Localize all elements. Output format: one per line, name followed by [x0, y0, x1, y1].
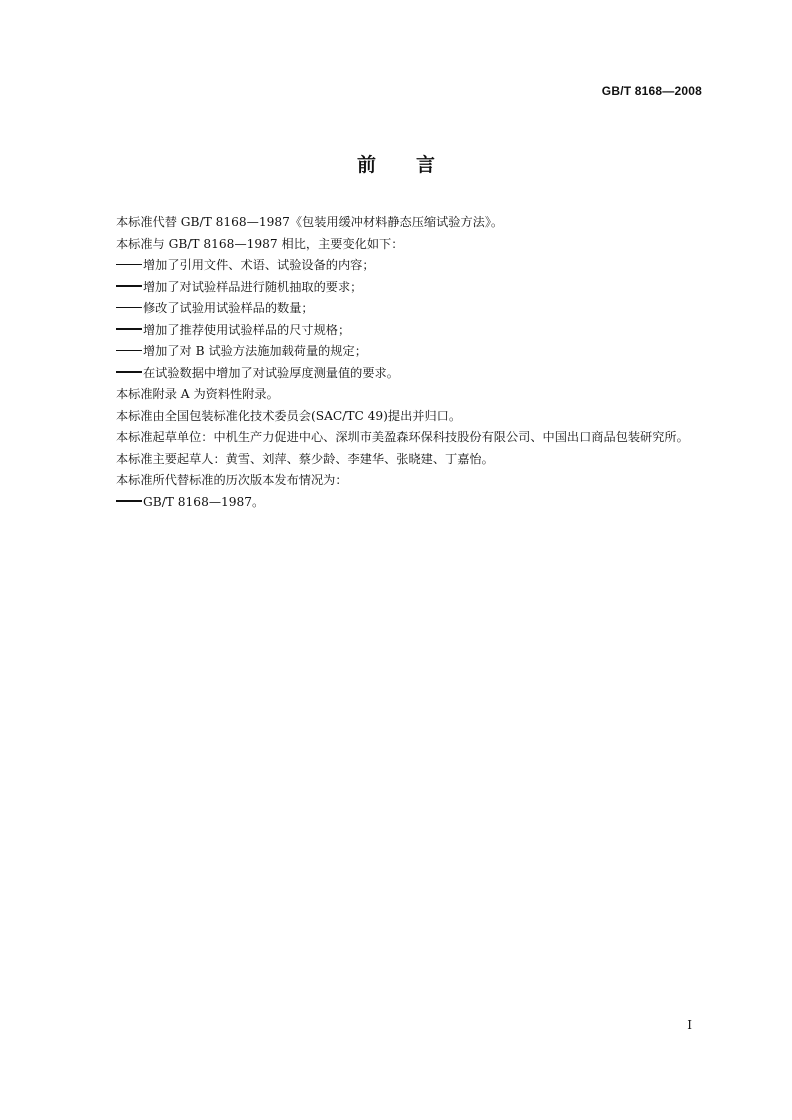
dash-mark — [116, 264, 142, 266]
dash-mark — [116, 328, 142, 330]
change-item — [90, 320, 702, 342]
standard-code: GB/T 8168—2008 — [601, 84, 702, 98]
paragraph-appendix: 本标准附录 A 为资料性附录。 — [116, 387, 279, 401]
title-char-2: 言 — [416, 154, 436, 176]
dash-mark — [116, 500, 142, 502]
paragraph-changes-intro: 本标准与 GB/T 8168—1987 相比，主要变化如下： — [116, 236, 404, 251]
change-text: 修改了试验用试验样品的数量； — [143, 301, 314, 315]
change-text: 增加了对 B 试验方法施加载荷量的规定； — [143, 344, 367, 358]
change-text: 增加了引用文件、术语、试验设备的内容； — [143, 258, 375, 272]
paragraph-history-intro: 本标准所代替标准的历次版本发布情况为： — [116, 473, 348, 487]
change-text: 增加了推荐使用试验样品的尺寸规格； — [143, 322, 351, 337]
paragraph-drafting-units: 本标准起草单位：中机生产力促进中心、深圳市美盈森环保科技股份有限公司、中国出口商品包装研究所。 — [116, 430, 689, 444]
change-item — [90, 277, 702, 299]
dash-mark — [116, 307, 142, 309]
change-item — [90, 255, 702, 277]
history-text: GB/T 8168—1987。 — [143, 494, 265, 509]
page-title — [0, 150, 792, 177]
change-item — [90, 363, 702, 385]
change-text: 增加了对试验样品进行随机抽取的要求； — [143, 279, 363, 294]
dash-mark — [116, 371, 142, 373]
history-item — [90, 492, 702, 514]
title-char-1: 前 — [356, 154, 376, 176]
paragraph-replaces: 本标准代替 GB/T 8168—1987《包装用缓冲材料静态压缩试验方法》。 — [116, 215, 504, 229]
page-number: I — [687, 1018, 692, 1032]
change-item — [90, 341, 702, 363]
change-item — [90, 298, 702, 320]
dash-mark — [116, 350, 142, 352]
paragraph-proposer: 本标准由全国包装标准化技术委员会(SAC/TC 49)提出并归口。 — [116, 408, 462, 423]
change-text: 在试验数据中增加了对试验厚度测量值的要求。 — [143, 365, 399, 380]
foreword-body — [90, 212, 702, 513]
dash-mark — [116, 285, 142, 287]
paragraph-drafters: 本标准主要起草人：黄雪、刘萍、蔡少龄、李建华、张晓建、丁嘉怡。 — [116, 451, 494, 466]
